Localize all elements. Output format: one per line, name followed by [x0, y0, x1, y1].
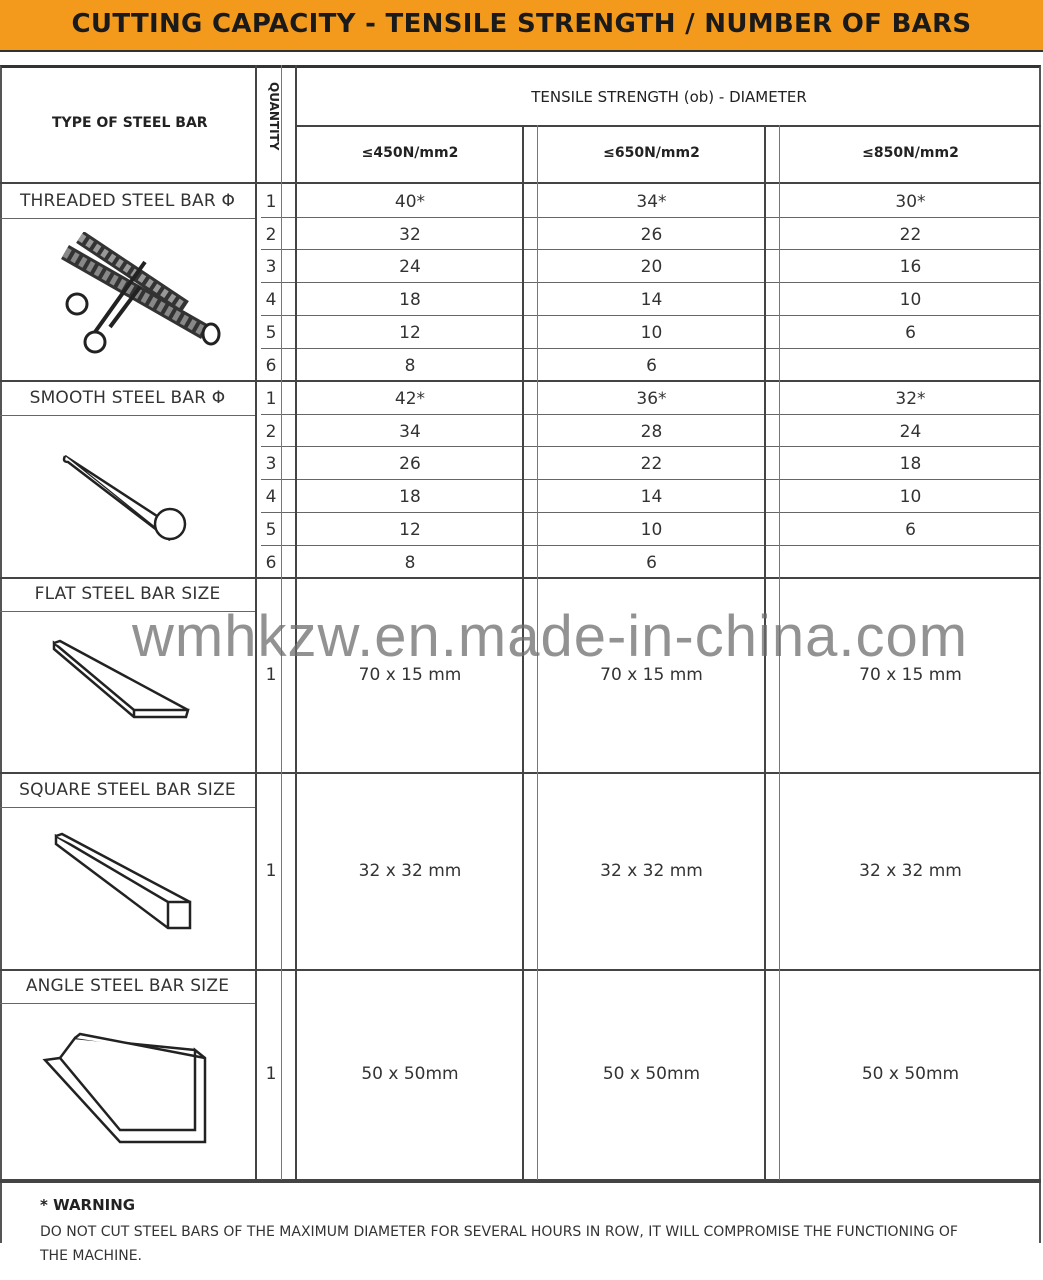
section-label: FLAT STEEL BAR SIZE — [34, 584, 221, 604]
value-cell: 26 — [640, 224, 663, 245]
value-cell: 14 — [640, 487, 663, 508]
quantity-cell: 1 — [265, 192, 277, 212]
value-cell: 40* — [394, 192, 426, 212]
quantity-cell: 4 — [265, 290, 277, 311]
value-cell: 16 — [899, 257, 922, 278]
section-label-underline — [0, 807, 255, 808]
value-cell: 50 x 50mm — [861, 1064, 960, 1084]
section-bottom-line — [0, 577, 1041, 579]
value-cell: 28 — [640, 421, 663, 442]
value-cell: 6 — [646, 355, 657, 376]
section-label: THREADED STEEL BAR Φ — [19, 191, 236, 211]
value-cell: 10 — [640, 519, 663, 540]
header-bottom-line — [0, 182, 1041, 184]
quantity-cell: 5 — [265, 519, 277, 540]
row-divider — [261, 315, 1041, 316]
value-cell: 10 — [640, 322, 663, 343]
warning-text-line2: THE MACHINE. — [40, 1248, 142, 1264]
row-divider — [261, 512, 1041, 513]
value-cell: 10 — [899, 290, 922, 311]
value-cell: 70 x 15 mm — [859, 664, 962, 685]
value-cell: 50 x 50mm — [361, 1064, 459, 1084]
value-cell: 26 — [399, 454, 421, 475]
value-cell: 6 — [905, 322, 916, 343]
value-cell: 70 x 15 mm — [358, 664, 462, 685]
header-divider — [297, 125, 1041, 127]
column-header-650: ≤650N/mm2 — [603, 145, 700, 161]
value-cell: 12 — [399, 519, 421, 540]
value-cell: 8 — [404, 552, 416, 573]
section-label: SMOOTH STEEL BAR Φ — [29, 388, 226, 408]
quantity-cell: 6 — [265, 552, 277, 573]
value-cell: 18 — [399, 487, 421, 508]
type-header: TYPE OF STEEL BAR — [52, 115, 208, 131]
value-cell: 20 — [640, 257, 663, 278]
section-label-underline — [0, 218, 255, 219]
row-divider — [261, 249, 1041, 250]
row-divider — [261, 446, 1041, 447]
quantity-cell: 5 — [265, 322, 277, 343]
quantity-cell: 6 — [265, 355, 277, 376]
value-cell: 32 x 32 mm — [859, 861, 962, 881]
row-divider — [261, 545, 1041, 546]
value-cell: 34* — [636, 192, 667, 212]
column-header-450: ≤450N/mm2 — [361, 145, 459, 161]
quantity-cell: 2 — [265, 421, 277, 442]
title-banner — [0, 0, 1043, 52]
value-cell: 30* — [895, 192, 926, 212]
row-divider — [261, 282, 1041, 283]
row-divider — [261, 348, 1041, 349]
warning-title: * WARNING — [40, 1196, 136, 1214]
watermark: wmhkzw.en.made-in-china.com — [132, 604, 969, 669]
quantity-cell: 3 — [265, 257, 277, 278]
table-bottom-line — [0, 1181, 1041, 1183]
quantity-header: QUANTITY — [267, 82, 281, 151]
quantity-cell: 4 — [265, 487, 277, 508]
value-cell: 32 — [399, 224, 421, 245]
tensile-header: TENSILE STRENGTH (ob) - DIAMETER — [531, 88, 807, 106]
row-divider — [261, 414, 1041, 415]
quantity-cell: 2 — [265, 224, 277, 245]
value-cell: 8 — [404, 355, 416, 376]
column-header-850: ≤850N/mm2 — [862, 145, 959, 161]
flat-bar-icon — [48, 635, 198, 730]
section-bottom-line — [0, 969, 1041, 971]
page-title: CUTTING CAPACITY - TENSILE STRENGTH / NUMBER OF BARS — [71, 9, 972, 39]
quantity-cell: 1 — [265, 664, 277, 685]
value-cell: 18 — [399, 290, 421, 311]
section-label-underline — [0, 415, 255, 416]
value-cell: 36* — [636, 389, 667, 409]
value-cell: 32* — [895, 389, 926, 409]
section-label: ANGLE STEEL BAR SIZE — [25, 976, 230, 996]
round-bar-icon — [60, 448, 195, 548]
section-label: SQUARE STEEL BAR SIZE — [19, 780, 236, 800]
value-cell: 42* — [394, 389, 426, 409]
quantity-cell: 3 — [265, 454, 277, 475]
value-cell: 50 x 50mm — [602, 1064, 701, 1084]
section-bottom-line — [0, 380, 1041, 382]
threaded-bar-with-scissors-icon — [55, 232, 225, 362]
value-cell: 12 — [399, 322, 421, 343]
value-cell: 24 — [899, 421, 922, 442]
value-cell: 34 — [399, 421, 421, 442]
warning-text-line1: DO NOT CUT STEEL BARS OF THE MAXIMUM DIAMETER FOR SEVERAL HOURS IN ROW, IT WILL COMPROMISE THE FUNCTIONING OF — [40, 1224, 958, 1240]
value-cell: 22 — [640, 454, 663, 475]
row-divider — [261, 479, 1041, 480]
section-bottom-line — [0, 772, 1041, 774]
value-cell: 32 x 32 mm — [358, 861, 462, 881]
section-label-underline — [0, 1003, 255, 1004]
value-cell: 24 — [399, 257, 421, 278]
square-bar-icon — [50, 830, 200, 940]
value-cell: 10 — [899, 487, 922, 508]
row-divider — [261, 217, 1041, 218]
quantity-cell: 1 — [265, 1064, 277, 1084]
value-cell: 14 — [640, 290, 663, 311]
quantity-cell: 1 — [265, 389, 277, 409]
value-cell: 22 — [899, 224, 922, 245]
value-cell: 6 — [646, 552, 657, 573]
value-cell: 6 — [905, 519, 916, 540]
value-cell: 32 x 32 mm — [600, 861, 703, 881]
value-cell: 18 — [899, 454, 922, 475]
quantity-cell: 1 — [265, 861, 277, 881]
angle-bar-icon — [40, 1030, 215, 1150]
value-cell: 70 x 15 mm — [600, 664, 703, 685]
